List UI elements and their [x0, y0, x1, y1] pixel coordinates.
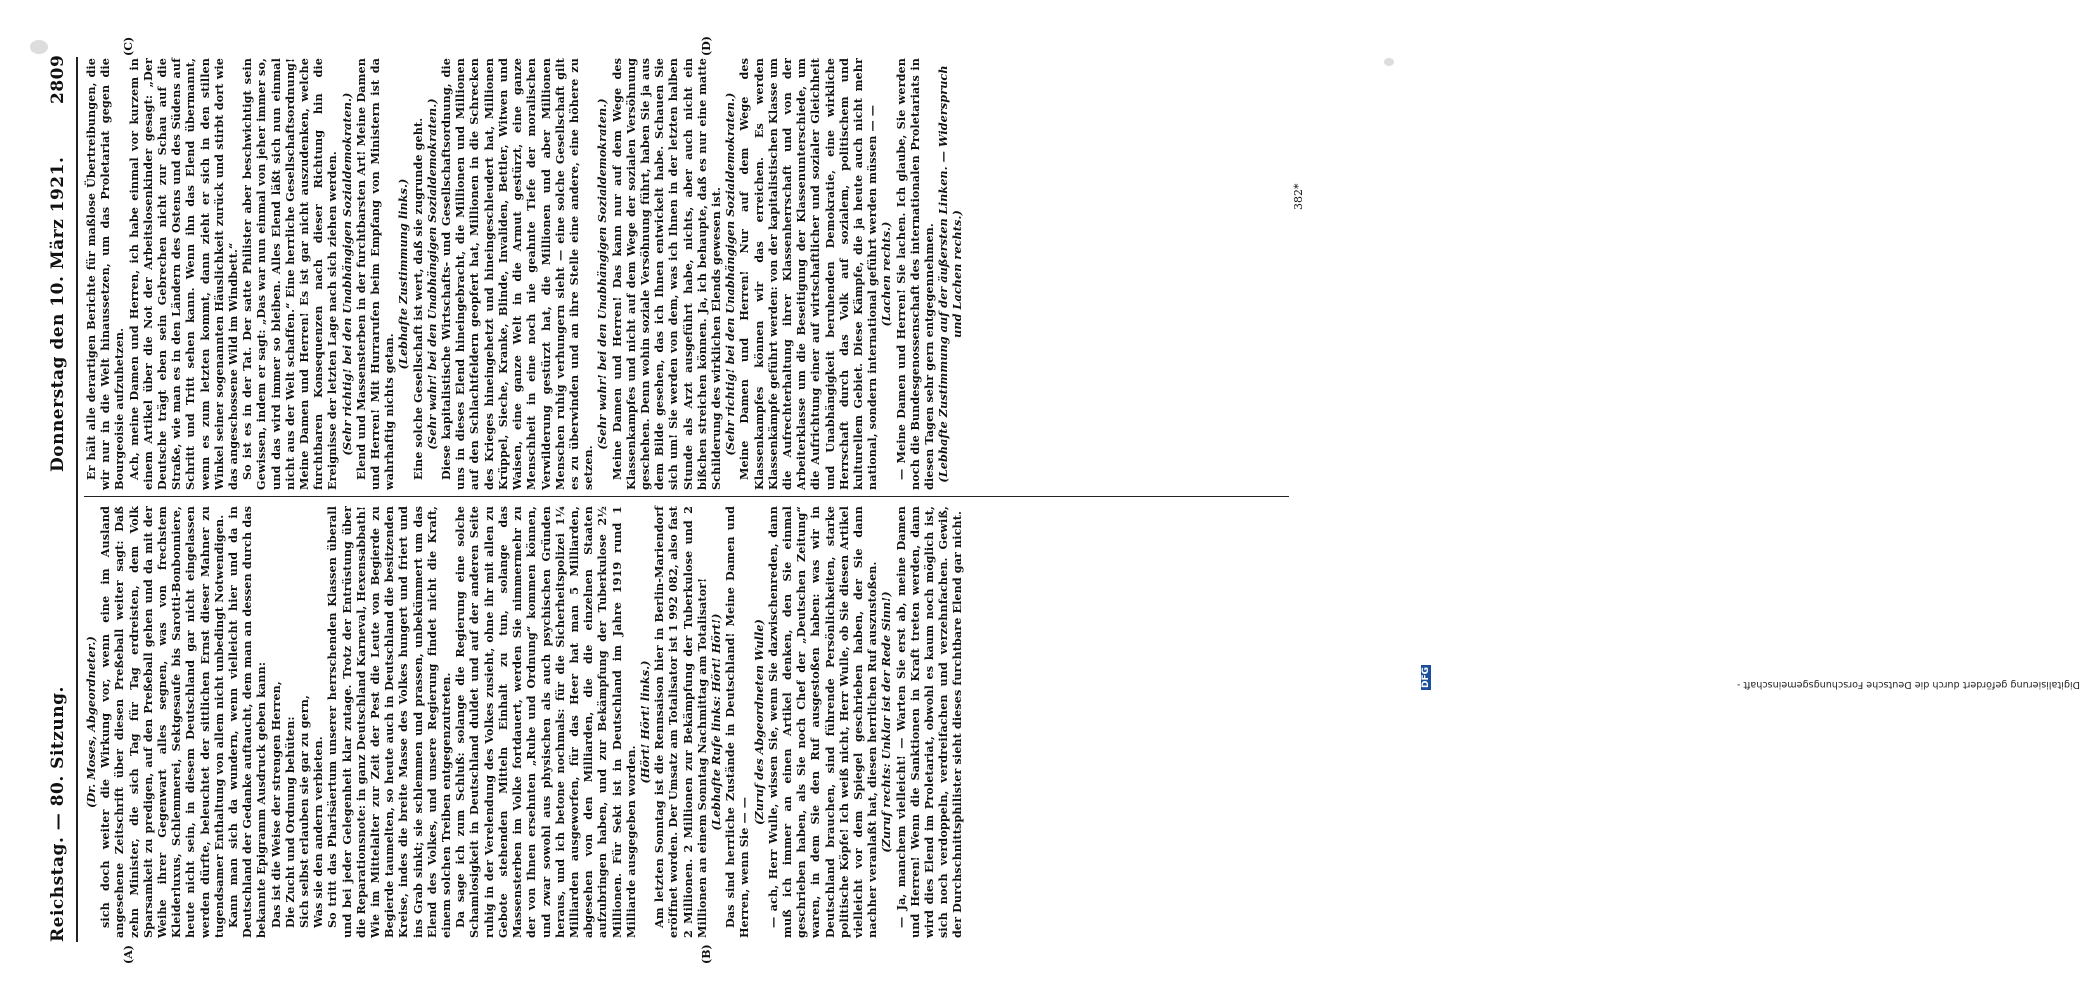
- paragraph: Das ist die Weise der strengen Herren,: [268, 681, 283, 928]
- sheet-number: 382*: [1292, 183, 1305, 210]
- paragraph: (Lebhafte Zustimmung links.): [396, 178, 411, 370]
- paragraph: (Sehr wahr! bei den Unabhängigen Sozialdemokraten.): [424, 98, 439, 450]
- paragraph: Meine Damen und Herren! Das kann nur auf dem Wege des Klassenkampfes und nicht auf dem Wege der sozialen Versöhnung geschehen. Denn wohin soziale Versöhnung führt, haben Sie ja aus dem Bilde gesehen, das ich Ihnen entwickelt habe. Schauen Sie sich um! Sie werden von dem, was ich Ihnen in der letzten halben Stunde als Arzt ausgeführt habe, nichts, aber auch nicht ein bißchen streichen können. Ja, ich behaupte, daß es nur eine matte Schilderung des wirklichen Elends gewesen ist.: [609, 58, 723, 490]
- paragraph: — ach, Herr Wulle, wissen Sie, wenn Sie dazwischenreden, dann muß ich immer an einen Artikel denken, den Sie einmal geschrieben haben, als Sie noch Chef der „Deutschen Zeitung“ waren, in dem Sie den Ruf ausgestoßen haben: was wir in Deutschland brauchen, sind führende Persönlichkeiten, starke politische Köpfe! Ich weiß nicht, Herr Wulle, ob Sie diesen Artikel vielleicht vor dem Spiegel geschrieben haben, der Sie dann nachher veranlaßt hat, diesen herrlichen Ruf auszustoßen.: [765, 506, 880, 938]
- paragraph: Kann man sich da wundern, wenn vielleicht hier und da in Deutschland der Gedanke auftaucht, dem man an dessen durch das bekannte Epigramm Ausdruck geben kann:: [226, 506, 269, 938]
- header-rule: [76, 57, 78, 942]
- paragraph: (Zuruf des Abgeordneten Wulle): [751, 619, 766, 825]
- paragraph: (Hört! Hört! links.): [637, 660, 652, 784]
- paragraph: Die Zucht und Ordnung behüten:: [282, 716, 297, 928]
- paragraph: Eine solche Gesellschaft ist wert, daß sie zugrunde geht.: [410, 117, 425, 480]
- paragraph: Sich selbst erlauben sie gar zu gern,: [297, 695, 312, 928]
- paragraph: (Dr. Moses, Abgeordneter.): [84, 636, 98, 808]
- paragraph: So ist es in der Tat. Der satte Philister aber beschwichtigt sein Gewissen, indem er sagt: „Das war nun einmal von jeher immer so, und das wird immer so bleiben. Alles Elend läßt sich nun einmal nicht aus der Welt schaffen.“ Eine herrliche Gesellschaftsordnung! Meine Damen und Herren! Es ist gar nicht auszudenken, welche furchtbaren Konsequenzen nach dieser Richtung hin die Ereignisse der letzten Lage nach sich ziehen werden.: [240, 58, 340, 490]
- margin-marker-d: (D): [700, 36, 713, 56]
- paragraph: Meine Damen und Herren! Nur auf dem Wege des Klassenkampfes können wir das erreichen. Es werden Klassenkämpfe geführt werden: von der kapitalistischen Klasse um die Aufrechterhaltung ihrer Klassenherrschaft und von der Arbeiterklasse um die Beseitigung der Klassenunterschiede, um die Aufrichtung einer auf wirtschaftlicher und sozialer Gleichheit und Unabhängigkeit beruhenden Demokratie, eine wirkliche Herrschaft durch das Volk auf sozialem, politischem und kulturellem Gebiet. Diese Kämpfe, die ja heute auch nicht mehr national, sondern international geführt werden müssen — —: [737, 58, 880, 490]
- paragraph: Da sage ich zum Schluß: solange die Regierung eine solche Schamlosigkeit in Deutschland duldet und auf der anderen Seite ruhig in der Verelendung des Volkes zusieht, ohne ihr mit allen zu Gebote stehenden Mitteln Einhalt zu tun, solange das Massensterben im Volke fortdauert, werden Sie nimmermehr zu der von Ihnen ersehnten „Ruhe und Ordnung“ kommen können, und zwar sowohl aus physischen als auch psychischen Gründen heraus, und ich betone nochmals: für die Sicherheitspolizei 1¼ Milliarden ausgeworfen, für das Heer hat man 5 Milliarden, abgesehen von den Milliarden, die die einzelnen Staaten aufzubringen haben, und zur Bekämpfung der Tuberkulose 2½ Millionen. Für Sekt ist in Deutschland im Jahre 1919 rund 1 Milliarde ausgegeben worden.: [453, 506, 638, 938]
- paragraph: (Lachen rechts.): [879, 221, 894, 327]
- paragraph: (Sehr wahr! bei den Unabhängigen Sozialdemokraten.): [595, 98, 610, 450]
- margin-marker-b: (B): [700, 944, 713, 964]
- right-column: [84, 58, 1284, 490]
- scan-blot: [1384, 58, 1394, 66]
- dfg-logo: DFG: [1421, 666, 1431, 688]
- credit-text: Digitalisierung gefördert durch die Deutsche Forschungsgemeinschaft -: [1736, 679, 2080, 690]
- left-column: [84, 506, 1284, 938]
- paragraph: (Sehr richtig! bei den Unabhängigen Sozialdemokraten.): [723, 92, 738, 456]
- paragraph: Ach, meine Damen und Herren, ich habe einmal vor kurzem in einem Artikel über die Not der Arbeitslosenkinder gesagt: „Der Deutsche trägt eben sein Gebrechen nicht zur Schau auf die Straße, wie man es in den Ländern des Ostens und des Südens auf Schritt und Tritt sehen kann. Wenn ihn das Elend übermannt, wenn es zum letzten kommt, dann zieht er sich in den stillen Winkel seiner sogenannten Häuslichkeit zurück und stirbt dort wie das angeschossene Wild im Windbett.“: [126, 58, 241, 490]
- paragraph: Am letzten Sonntag ist die Rennsaison hier in Berlin-Mariendorf eröffnet worden. Der Umsatz am Totalisator ist 1 992 082, also fast 2 Millionen. 2 Millionen zur Bekämpfung der Tuberkulose und 2 Millionen an einem Sonntag Nachmittag am Totalisator!: [652, 506, 709, 938]
- paragraph: Was sie den andern verbieten.: [311, 736, 326, 928]
- paragraph: (Lebhafte Zustimmung auf der äußersten Linken. — Widerspruch und Lachen rechts.): [936, 65, 965, 483]
- paragraph: So tritt das Pharisäertum unserer herrschenden Klassen überall und bei jeder Gelegenheit klar zutage. Trotz der Entrüstung über die Reparationsnote: in ganz Deutschland Karneval, Hexensabbath! Wie im Mittelalter zur Zeit der Pest die Leute von Begierde zu Begierde taumelten, so heute auch in Deutschland die besitzenden Kreise, indes die breite Masse des Volkes hungert und friert und ins Grab sinkt; sie schlemmen und prassen, unbekümmert um das Elend des Volkes, und unsere Regierung findet nicht die Kraft, einem solchen Treiben entgegenzutreten.: [325, 506, 454, 938]
- header-center: Donnerstag den 10. März 1921.: [48, 156, 68, 472]
- column-divider: [84, 496, 1289, 497]
- margin-marker-c: (C): [122, 36, 135, 56]
- margin-marker-a: (A): [122, 945, 135, 964]
- paragraph: — Meine Damen und Herren! Sie lachen. Ich glaube, Sie werden noch die Bundesgenossenschaft des internationalen Proletariats in diesen Tagen sehr gern entgegennehmen.: [893, 58, 936, 490]
- scan-blot: [30, 40, 48, 54]
- paragraph: Diese kapitalistische Wirtschafts- und Gesellschaftsordnung, die uns in dieses Elend hineingebracht, die Millionen und Millionen auf den Schlachtfeldern geopfert hat, Millionen in die Schrecken des Krieges hineingehetzt und hineingeschleudert hat, Millionen Krüppel, Sieche, Kranke, Blinde, Invaliden, Bettler, Witwen und Waisen, eine ganze Welt in die Armut gestürzt, eine ganze Menschheit in eine noch nie geahnte Tiefe der moralischen Verwilderung gestürzt hat, die Millionen und aber Millionen Menschen ruhig verhungern sieht — eine solche Gesellschaft gilt es zu überwinden und an ihre Stelle eine andere, eine höhere zu setzen.: [439, 58, 596, 490]
- header-left: Reichstag. — 80. Sitzung.: [48, 686, 68, 942]
- paragraph: — Ja, manchem vielleicht! — Warten Sie erst ab, meine Damen und Herren! Wenn die Sanktionen in Kraft treten werden, dann wird dies Elend im Proletariat, obwohl es kaum noch möglich ist, sich noch verdoppeln, verdreifachen und verzehnfachen. Gewiß, der Durchschnittsphilister sieht dieses furchtbare Elend gar nicht.: [893, 506, 965, 938]
- paragraph: (Zuruf rechts: Unklar ist der Rede Sinn!): [879, 591, 894, 853]
- paragraph: (Lebhafte Rufe links: Hört! Hört!): [708, 613, 723, 831]
- paragraph: Er hält alle derartigen Berichte für maßlose Übertreibungen, die wir nur in die Welt hinaussetzen, um das Proletariat gegen die Bourgeoisie aufzuhetzen.: [84, 58, 127, 490]
- paragraph: Elend und Massensterben in der furchtbarsten Art! Meine Damen und Herren! Mit Hurrarufen beim Empfang von Ministern ist da wahrhaftig nichts getan.: [353, 58, 397, 490]
- paragraph: Das sind herrliche Zustände in Deutschland! Meine Damen und Herren, wenn Sie — —: [723, 506, 752, 938]
- paragraph: (Sehr richtig! bei den Unabhängigen Sozialdemokraten.): [339, 92, 354, 456]
- page-number: 2809: [48, 54, 68, 104]
- paragraph: sich doch weiter die Wirkung vor, wenn eine im Ausland angesehene Zeitschrift über diesen Preßeball weiter sagt: Daß zehn Minister, die sich Tag für Tag erdreisten, dem Volk Sparsamkeit zu predigen, auf den Preßeball gehen und da mit der Weihe ihrer Gegenwart alles segnen, was von frechstem Kleiderluxus, Schlemmerei, Sektgesaufe bis Sarotti-Bonbonniere, heute nicht sein, in diesem Deutschland gar nicht eingelassen werden dürfte, beleuchtet der sittlichen Ernst dieser Mahner zu tugendsamer Enthaltung von allem nicht unbedingt Notwendigen.: [98, 506, 226, 938]
- digitization-credit: [1420, 30, 2080, 690]
- page-header: [48, 54, 72, 942]
